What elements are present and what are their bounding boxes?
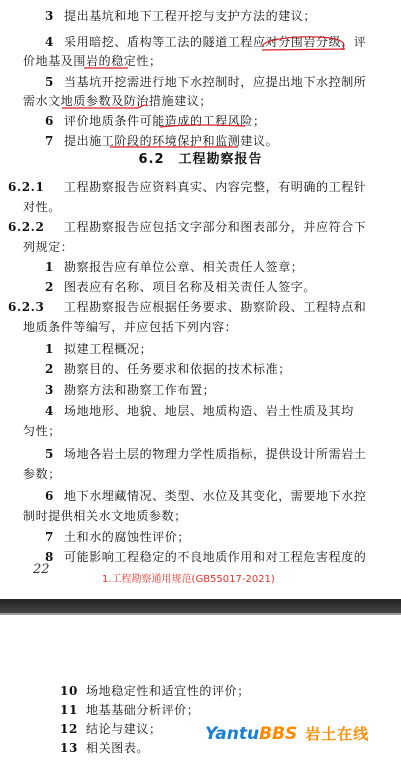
list-item: 6 评价地质条件可能造成的工程风险；	[45, 114, 266, 128]
list-item-continuation: 参数；	[23, 467, 61, 481]
list-item-continuation: 制时提供相关水文地质参数；	[23, 509, 187, 523]
list-item: 1 拟建工程概况；	[45, 342, 153, 356]
clause-6-2-1: 6.2.1 工程勘察报告应资料真实、内容完整，有明确的工程针	[8, 180, 367, 194]
clause-6-2-2: 6.2.2 工程勘察报告应包括文字部分和图表部分，并应符合下	[8, 220, 367, 234]
list-item: 5 当基坑开挖需进行地下水控制时，应提出地下水控制所	[45, 75, 367, 89]
list-item-continuation: 匀性；	[23, 424, 61, 438]
list-item: 6 地下水埋藏情况、类型、水位及其变化，需要地下水控	[45, 489, 367, 503]
list-item: 2 勘察目的、任务要求和依据的技术标准；	[45, 362, 291, 376]
list-item: 8 可能影响工程稳定的不良地质作用和对工程危害程度的	[45, 550, 367, 564]
section-heading: 6.2 工程勘察报告	[138, 152, 263, 167]
list-item: 7 土和水的腐蚀性评价；	[45, 530, 191, 544]
site-watermark-logo: Yantu BBS 岩土在线	[205, 724, 370, 744]
list-item: 13 相关图表。	[60, 741, 150, 755]
page-divider	[0, 599, 401, 613]
list-item-continuation: 需水文地质参数及防治措施建议；	[23, 94, 213, 108]
list-item: 4 采用暗挖、盾构等工法的隧道工程应对分围岩分级，评	[45, 35, 367, 49]
list-item: 2 图表应有名称、项目名称及相关责任人签字。	[45, 280, 317, 294]
clause-continuation: 地质条件等编写，并应包括下列内容：	[23, 320, 238, 334]
list-item: 3 勘察方法和勘察工作布置；	[45, 383, 216, 397]
list-item: 4 场地地形、地貌、地层、地质构造、岩土性质及其均	[45, 404, 354, 418]
list-item: 12 结论与建议；	[60, 722, 162, 736]
source-caption: 1.工程勘察通用规范(GB55017-2021)	[102, 574, 275, 585]
list-item-continuation: 价地基及围岩的稳定性；	[23, 54, 162, 68]
clause-continuation: 对性。	[23, 200, 61, 214]
list-item: 11 地基基础分析评价；	[60, 703, 200, 717]
list-item: 5 场地各岩土层的物理力学性质指标，提供设计所需岩土	[45, 447, 367, 461]
clause-6-2-3: 6.2.3 工程勘察报告应根据任务要求、勘察阶段、工程特点和	[8, 300, 367, 314]
list-item: 1 勘察报告应有单位公章、相关责任人签章；	[45, 260, 304, 274]
page-divider-edge	[0, 613, 401, 615]
list-item: 7 提出施工阶段的环境保护和监测建议。	[45, 134, 279, 148]
page-number: 22	[33, 562, 50, 577]
clause-continuation: 列规定：	[23, 240, 74, 254]
list-item: 3 提出基坑和地下工程开挖与支护方法的建议；	[45, 9, 317, 23]
list-item: 10 场地稳定性和适宜性的评价；	[60, 684, 250, 698]
